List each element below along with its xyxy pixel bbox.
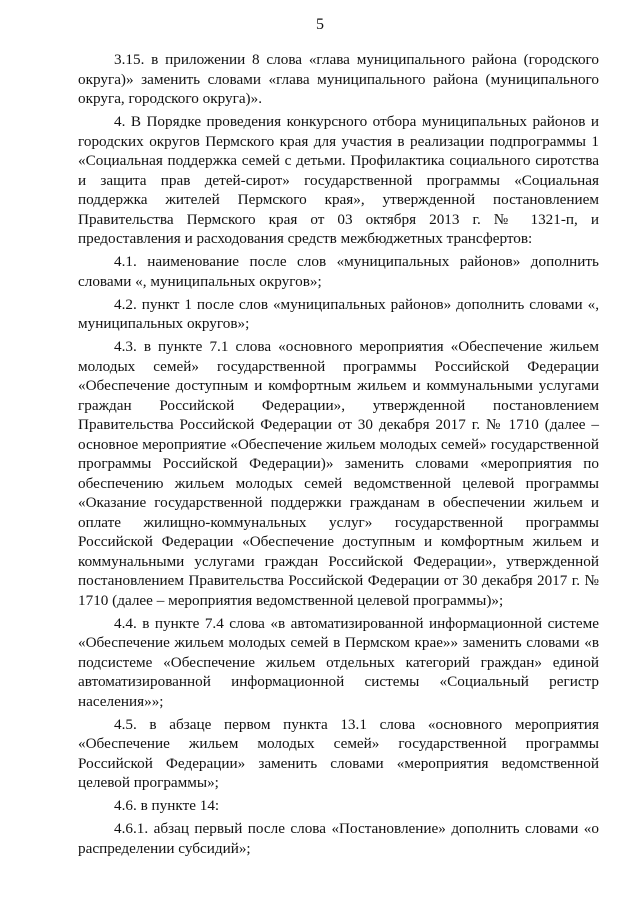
paragraph-4-3: 4.3. в пункте 7.1 слова «основного мероприятия «Обеспечение жильем молодых семей» государственной программы Российской Федерации «Обеспечение доступным и комфортным жильем и коммунальными услугами граждан Российской Федерации», утвержденной постановлением Правительства Российской Федерации от 30 декабря 2017 г. № 1710 (далее – основное мероприятие «Обеспечение жильем молодых семей» государственной программы Российской Федерации)» заменить словами «мероприятия по обеспечению жильем молодых семей ведомственной целевой программы «Оказание государственной поддержки гражданам в обеспечении жильем и оплате жилищно-коммунальных услуг» государственной программы Российской Федерации «Обеспечение доступным и комфортным жильем и коммунальными услугами граждан Российской Федерации», утвержденной постановлением Правительства Российской Федерации от 30 декабря 2017 г. № 1710 (далее – мероприятия ведомственной целевой программы)»; <box>78 338 599 609</box>
paragraph-4-4: 4.4. в пункте 7.4 слова «в автоматизированной информационной системе «Обеспечение жильем молодых семей в Пермском крае»» заменить словами «в подсистеме «Обеспечение жильем отдельных категорий граждан» единой автоматизированной информационной системы «Социальный регистр населения»»; <box>78 614 599 710</box>
paragraph-4-1: 4.1. наименование после слов «муниципальных районов» дополнить словами «, муниципальных округов»; <box>78 253 599 290</box>
document-body <box>78 50 599 862</box>
paragraph-4-6-1: 4.6.1. абзац первый после слова «Постановление» дополнить словами «о распределении субсидий»; <box>78 820 599 857</box>
paragraph-4-5: 4.5. в абзаце первом пункта 13.1 слова «основного мероприятия «Обеспечение жильем молодых семей» государственной программы Российской Федерации» заменить словами «мероприятия ведомственной целевой программы»; <box>78 715 599 791</box>
page-number: 5 <box>316 16 324 33</box>
paragraph-4: 4. В Порядке проведения конкурсного отбора муниципальных районов и городских округов Пермского края для участия в реализации подпрограммы 1 «Социальная поддержка семей с детьми. Профилактика социального сиротства и защита прав детей-сирот» государственной программы «Социальная поддержка жителей Пермского края», утвержденной постановлением Правительства Пермского края от 03 октября 2013 г. № 1321-п, и предоставления и расходования средств межбюджетных трансфертов: <box>78 113 599 247</box>
paragraph-3-15: 3.15. в приложении 8 слова «глава муниципального района (городского округа)» заменить словами «глава муниципального района (муниципального округа, городского округа)». <box>78 51 599 107</box>
paragraph-4-2: 4.2. пункт 1 после слов «муниципальных районов» дополнить словами «, муниципальных округов»; <box>78 295 599 332</box>
paragraph-4-6: 4.6. в пункте 14: <box>114 797 220 814</box>
